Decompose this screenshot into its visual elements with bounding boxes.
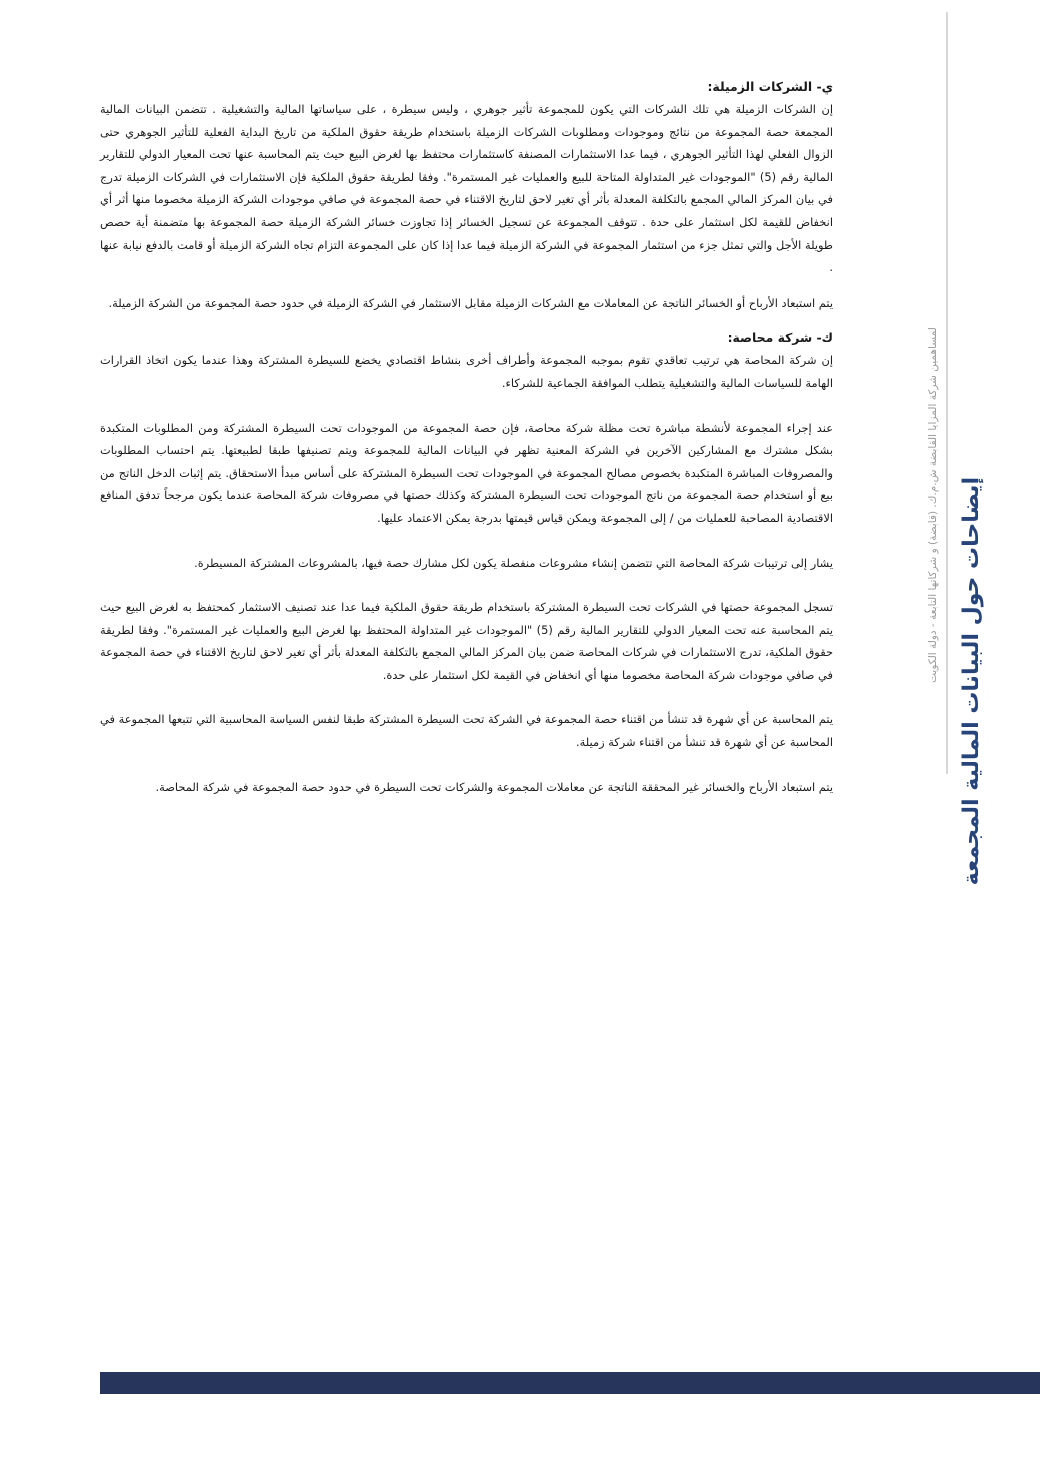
sidebar-divider [946, 12, 948, 774]
joint-venture-paragraph-4: تسجل المجموعة حصتها في الشركات تحت السيطرة المشتركة باستخدام طريقة حقوق الملكية فيما عدا عند تصنيف الاستثمار كمحتفظ به لغرض البيع حيث يتم المحاسبة عنه تحت المعيار الدولي للتقارير المالية رقم (5) "الموجودات غير المتداولة المحتفظ بها لغرض البيع والعمليات غير المستمرة". وفقا لطريقة حقوق الملكية، تدرج الاستثمارات في شركات المحاصة ضمن بيان المركز المالي المجمع بالتكلفة المعدلة بأثر أي تغير لاحق لتاريخ الاقتناء في حصة المجموعة في صافي موجودات شركة المحاصة مخصوما منها أي انخفاض في القيمة لكل استثمار على حدة. [100, 600, 834, 682]
footer-bar [100, 1372, 1040, 1394]
joint-venture-paragraph-6: يتم استبعاد الأرباح والخسائر غير المحققة الناتجة عن معاملات المجموعة والشركات تحت السيطرة في حدود حصة المجموعة في شركة المحاصة. [155, 779, 833, 794]
sidebar-title: إيضاحات حول البيانات المالية المجمعة [959, 477, 984, 886]
associates-paragraph-2: يتم استبعاد الأرباح أو الخسائر الناتجة عن المعاملات مع الشركات الزميلة مقابل الاستثمار في الشركة الزميلة في حدود حصة المجموعة من الشركة الزميلة. [108, 295, 833, 310]
joint-venture-paragraph-2: عند إجراء المجموعة لأنشطة مباشرة تحت مظلة شركة محاصة، فإن حصة المجموعة من الموجودات تحت السيطرة المشتركة ومن المطلوبات المتكبدة بشكل مشترك مع المشاركين الآخرين في الشركة المعنية تظهر في البيانات المالية للمجموعة ويتم تصنيفها طبقا لطبيعتها. يتم احتساب المطلوبات والمصروفات المباشرة المتكبدة بخصوص مصالح المجموعة في الموجودات تحت السيطرة المشتركة على أساس مبدأ الاستحقاق. يتم إثبات الدخل الناتج من بيع أو استخدام حصة المجموعة من ناتج الموجودات تحت السيطرة المشتركة وكذلك حصتها في مصروفات شركة المحاصة عندما يكون مرجحاً تدفق المنافع الاقتصادية المصاحبة للعمليات من / إلى المجموعة ويمكن قياس قيمتها بدرجة يمكن الاعتماد عليها. [100, 420, 833, 525]
page-body [100, 76, 833, 798]
joint-venture-paragraph-3: يشار إلى ترتيبات شركة المحاصة التي تتضمن إنشاء مشروعات منفصلة يكون لكل مشارك حصة فيها، بالمشروعات المشتركة المسيطرة. [194, 555, 833, 570]
sidebar-subtitle: لمساهمين شركة المزايا القابضة ش.م.ك. (قابضة) و شركاتها التابعة - دولة الكويت [927, 327, 939, 683]
section-heading-associates: ي- الشركات الزميلة: [707, 79, 833, 94]
section-heading-joint-venture: ك- شركة محاصة: [727, 330, 833, 346]
associates-paragraph-1: إن الشركات الزميلة هي تلك الشركات التي يكون للمجموعة تأثير جوهري ، وليس سيطرة ، على سياساتها المالية والتشغيلية . تتضمن البيانات المالية المجمعة حصة المجموعة من نتائج وموجودات ومطلوبات الشركات الزميلة باستخدام طريقة حقوق الملكية من تاريخ البداية الفعلية للتأثير الجوهري حتى الزوال الفعلي لهذا التأثير الجوهري ، فيما عدا الاستثمارات المصنفة كاستثمارات محتفظ بها لغرض البيع حيث يتم المحاسبة عنها تحت المعيار الدولي للتقارير المالية رقم (5) "الموجودات غير المتداولة المتاحة للبيع والعمليات غير المستمرة". وفقا لطريقة حقوق الملكية فإن الاستثمارات في الشركات الزميلة تدرج في بيان المركز المالي المجمع بالتكلفة المعدلة بأثر أي تغير لاحق لتاريخ الاقتناء في حصة المجموعة في صافي موجودات الشركة الزميلة مخصوما منها أثر أي انخفاض للقيمة لكل استثمار على حدة . تتوقف المجموعة عن تسجيل الخسائر إذا تجاوزت خسائر الشركة الزميلة حصة المجموعة بها متضمنة أية حصص طويلة الأجل والتي تمثل جزء من استثمار المجموعة في الشركة الزميلة فيما عدا إذا كان على المجموعة التزام تجاه الشركة الزميلة أو قامت بالدفع نيابة عنها . [100, 102, 833, 275]
joint-venture-paragraph-5: يتم المحاسبة عن أي شهرة قد تنشأ من اقتناء حصة المجموعة في الشركة تحت السيطرة المشتركة طبقا لنفس السياسة المحاسبية التي تتبعها المجموعة في المحاسبة عن أي شهرة قد تنشأ من اقتناء شركة زميلة. [100, 712, 833, 750]
joint-venture-paragraph-1: إن شركة المحاصة هي ترتيب تعاقدي تقوم بموجبه المجموعة وأطراف أخرى بنشاط اقتصادي يخضع للسيطرة المشتركة وهذا عندما يكون اتخاذ القرارات الهامة للسياسات المالية والتشغيلية يتطلب الموافقة الجماعية للشركاء. [100, 353, 833, 390]
